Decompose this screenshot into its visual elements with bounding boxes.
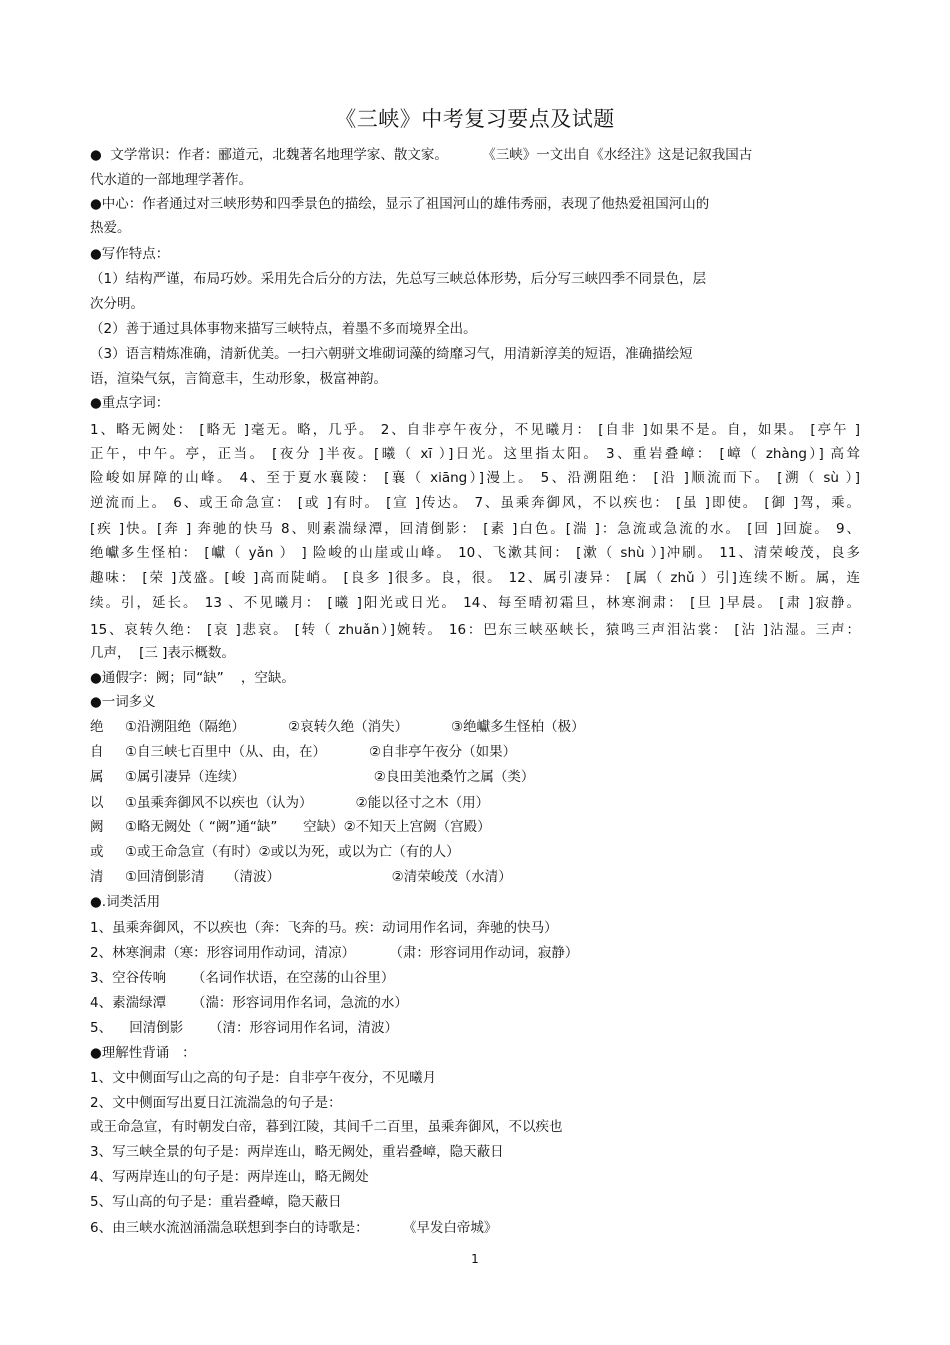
text-line: ●通假字：阙；同“缺” ，空缺。 xyxy=(90,670,295,686)
section-heading: ●理解性背诵 ： xyxy=(90,1045,196,1061)
text-line: ●中心：作者通过对三峡形势和四季景色的描绘，显示了祖国河山的雄伟秀丽，表现了他热爱祖国河山的 xyxy=(90,196,710,212)
text-line: 次分明。 xyxy=(90,296,144,312)
text-line: 绝 ①沿溯阻绝（隔绝） ②哀转久绝（消失） ③绝巘多生怪柏（极） xyxy=(90,719,585,735)
text-line: 2、文中侧面写出夏日江流湍急的句子是： xyxy=(90,1095,342,1111)
text-line: 6、由三峡水流汹涌湍急联想到李白的诗歌是： 《早发白帝城》 xyxy=(90,1220,498,1236)
text-line: 代水道的一部地理学著作。 xyxy=(90,172,252,188)
text-line: 5、 回清倒影 （清：形容词用作名词，清波） xyxy=(90,1020,399,1036)
text-line: （3）语言精炼准确，清新优美。一扫六朝骈文堆砌词藻的绮靡习气，用清新淳美的短语，准确描绘短 xyxy=(90,346,693,362)
page-number: 1 xyxy=(471,1252,479,1266)
section-heading: ●一词多义 xyxy=(90,694,156,710)
section-heading: ●重点字词： xyxy=(90,395,170,411)
text-line: 属 ①属引凄异（连续） ②良田美池桑竹之属（类） xyxy=(90,769,535,785)
text-line: 15、哀转久绝： [哀 ]悲哀。 [转（ zhuǎn）]婉转。 16：巴东三峡巫峡长，猿鸣三声泪沾裳： [沾 ]沾湿。三声： xyxy=(90,622,860,638)
text-line: 热爱。 xyxy=(90,220,131,236)
text-line: ●写作特点： xyxy=(90,246,170,262)
page-title: 《三峡》中考复习要点及试题 xyxy=(335,107,615,131)
text-line: 清 ①回清倒影清 （清波） ②清荣峻茂（水清） xyxy=(90,869,512,885)
text-line: 3、空谷传响 （名词作状语，在空荡的山谷里） xyxy=(90,970,395,986)
text-line: 或 ①或王命急宣（有时）②或以为死，或以为亡（有的人） xyxy=(90,844,460,860)
text-line: 1、略无阙处： [略无 ]毫无。略，几乎。 2、自非亭午夜分，不见曦月： [自非 ]如果不是。自，如果。 [亭午 ] xyxy=(90,422,860,438)
section-heading: ●.词类活用 xyxy=(90,894,161,910)
text-line: 语，渲染气氛，言简意丰，生动形象，极富神韵。 xyxy=(90,371,387,387)
text-line: 1、文中侧面写山之高的句子是：自非亭午夜分，不见曦月 xyxy=(90,1070,437,1086)
text-line: （1）结构严谨，布局巧妙。采用先合后分的方法，先总写三峡总体形势，后分写三峡四季不同景色，层 xyxy=(90,271,707,287)
text-line: 绝巘多生怪柏： [巘（ yǎn ） ] 险峻的山崖或山峰。 10、飞漱其间： [漱（ shù ）]冲刷。 11、清荣峻茂，良多 xyxy=(90,545,860,561)
text-line: 逆流而上。 6、或王命急宣： [或 ]有时。 [宣 ]传达。 7、虽乘奔御风，不以疾也： [虽 ]即使。 [御 ]驾，乘。 xyxy=(90,495,860,511)
text-line: [疾 ]快。[奔 ] 奔驰的快马 8、则素湍绿潭，回清倒影： [素 ]白色。[湍 ]：急流或急流的水。 [回 ]回旋。 9、 xyxy=(90,521,860,537)
text-line: 险峻如屏障的山峰。 4、至于夏水襄陵： [襄（ xiāng）]漫上。 5、沿溯阻绝： [沿 ]顺流而下。 [溯（ sù ）] xyxy=(90,470,860,486)
text-line: 以 ①虽乘奔御风不以疾也（认为） ②能以径寸之木（用） xyxy=(90,795,490,811)
text-line: 续。引，延长。 13 、不见曦月： [曦 ]阳光或日光。 14、每至晴初霜旦，林寒涧肃： [旦 ]早晨。 [肃 ]寂静。 xyxy=(90,595,860,611)
text-line: ● 文学常识：作者：郦道元，北魏著名地理学家、散文家。 《三峡》一文出自《水经注》这是记叙我国古 xyxy=(90,147,753,163)
text-line: 自 ①自三峡七百里中（从、由，在） ②自非亭午夜分（如果） xyxy=(90,744,517,760)
text-line: 或王命急宣，有时朝发白帝，暮到江陵，其间千二百里，虽乘奔御风，不以疾也 xyxy=(90,1119,563,1135)
text-line: 1、虽乘奔御风，不以疾也（奔：飞奔的马。疾：动词用作名词，奔驰的快马） xyxy=(90,920,558,936)
text-line: 正午，中午。亭，正当。 [夜分 ]半夜。[曦（ xī ）]日光。这里指太阳。 3、重岩叠嶂： [嶂（ zhàng）] 高耸 xyxy=(90,446,860,462)
text-line: 5、写山高的句子是：重岩叠嶂，隐天蔽日 xyxy=(90,1194,342,1210)
text-line: 趣味： [荣 ]茂盛。[峻 ]高而陡峭。 [良多 ]很多。良，很。 12、属引凄异： [属（ zhǔ ）引]连续不断。属，连 xyxy=(90,570,860,586)
text-line: 几声， [三 ]表示概数。 xyxy=(90,645,235,661)
text-line: 2、林寒涧肃（寒：形容词用作动词，清凉） （肃：形容词用作动词，寂静） xyxy=(90,945,579,961)
text-line: （2）善于通过具体事物来描写三峡特点，着墨不多而境界全出。 xyxy=(90,321,477,337)
text-line: 4、写两岸连山的句子是：两岸连山，略无阙处 xyxy=(90,1169,369,1185)
text-line: 3、写三峡全景的句子是：两岸连山，略无阙处，重岩叠嶂，隐天蔽日 xyxy=(90,1144,504,1160)
text-line: 4、素湍绿潭 （湍：形容词用作名词，急流的水） xyxy=(90,995,408,1011)
text-line: 阙 ①略无阙处（ “阙”通“缺” 空缺）②不知天上宫阙（宫殿） xyxy=(90,819,491,835)
